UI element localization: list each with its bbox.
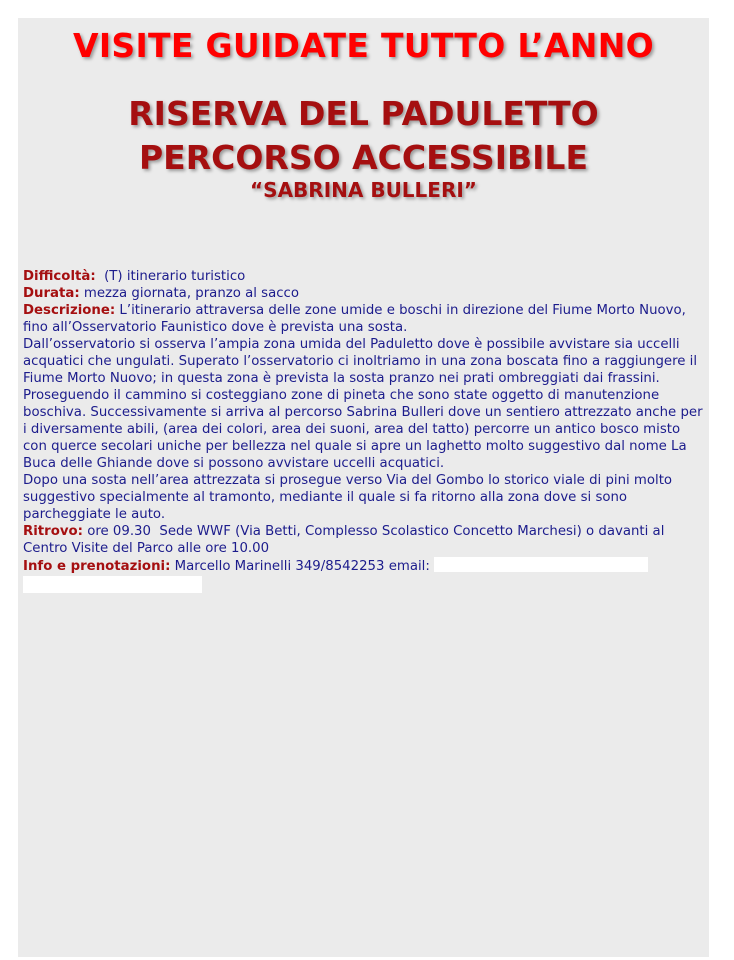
info-row: [23, 557, 707, 575]
headline-guided-tours: VISITE GUIDATE TUTTO L’ANNO: [72, 26, 654, 65]
info-label: Info e prenotazioni:: [23, 559, 171, 574]
difficulty-label: Difficoltà:: [23, 269, 96, 284]
title-line-1: RISERVA DEL PADULETTO: [128, 94, 599, 133]
description-label: Descrizione:: [23, 303, 116, 318]
info-value: Marcello Marinelli 349/8542253 email:: [170, 559, 430, 574]
meeting-value: ore 09.30 Sede WWF (Via Betti, Complesso Scolastico Concetto Marchesi) o davanti al Centro Visite del Parco alle ore 10.00: [23, 524, 669, 556]
title-line-2: PERCORSO ACCESSIBILE: [139, 138, 588, 177]
redacted-email-box-continued: [23, 576, 202, 593]
difficulty-row: [23, 268, 707, 285]
duration-row: [23, 285, 707, 302]
meeting-row: [23, 523, 707, 557]
flyer-page: [18, 18, 709, 957]
description-value: L’itinerario attraversa delle zone umide e boschi in direzione del Fiume Morto Nuovo, fino all’Osservatorio Faunistico dove è prevista una sosta.: [23, 303, 686, 335]
description-paragraph-2: Dall’osservatorio si osserva l’ampia zona umida del Paduletto dove è possibile avvistare sia uccelli acquatici che ungulati. Superato l’osservatorio ci inoltriamo in una zona boscata fino a raggiungere il Fiume Morto Nuovo; in questa zona è prevista la sosta pranzo nei prati ombreggiati dai frassini. Proseguendo il cammino si costeggiano zone di pineta che sono state oggetto di manutenzione boschiva. Successivamente si arriva al percorso Sabrina Bulleri dove un sentiero attrezzato anche per i diversamente abili, (area dei colori, area dei suoni, area del tatto) percorre un antico bosco misto con querce secolari uniche per bellezza nel quale si apre un laghetto molto suggestivo dal nome La Buca delle Ghiande dove si possono avvistare uccelli acquatici.: [23, 337, 703, 471]
description-paragraph-3: Dopo una sosta nell’area attrezzata si prosegue verso Via del Gombo lo storico viale di pini molto suggestivo specialmente al tramonto, mediante il quale si fa ritorno alla zona dove si sono parcheggiate le auto.: [23, 473, 673, 522]
details-section: [23, 268, 707, 593]
duration-value: mezza giornata, pranzo al sacco: [79, 286, 300, 301]
duration-label: Durata:: [23, 286, 80, 301]
redacted-email-box: [434, 557, 648, 572]
page-title: [18, 92, 709, 180]
description-row: [23, 302, 707, 336]
page-subtitle: “SABRINA BULLERI”: [250, 178, 477, 202]
difficulty-value: (T) itinerario turistico: [95, 269, 246, 284]
meeting-label: Ritrovo:: [23, 524, 83, 539]
